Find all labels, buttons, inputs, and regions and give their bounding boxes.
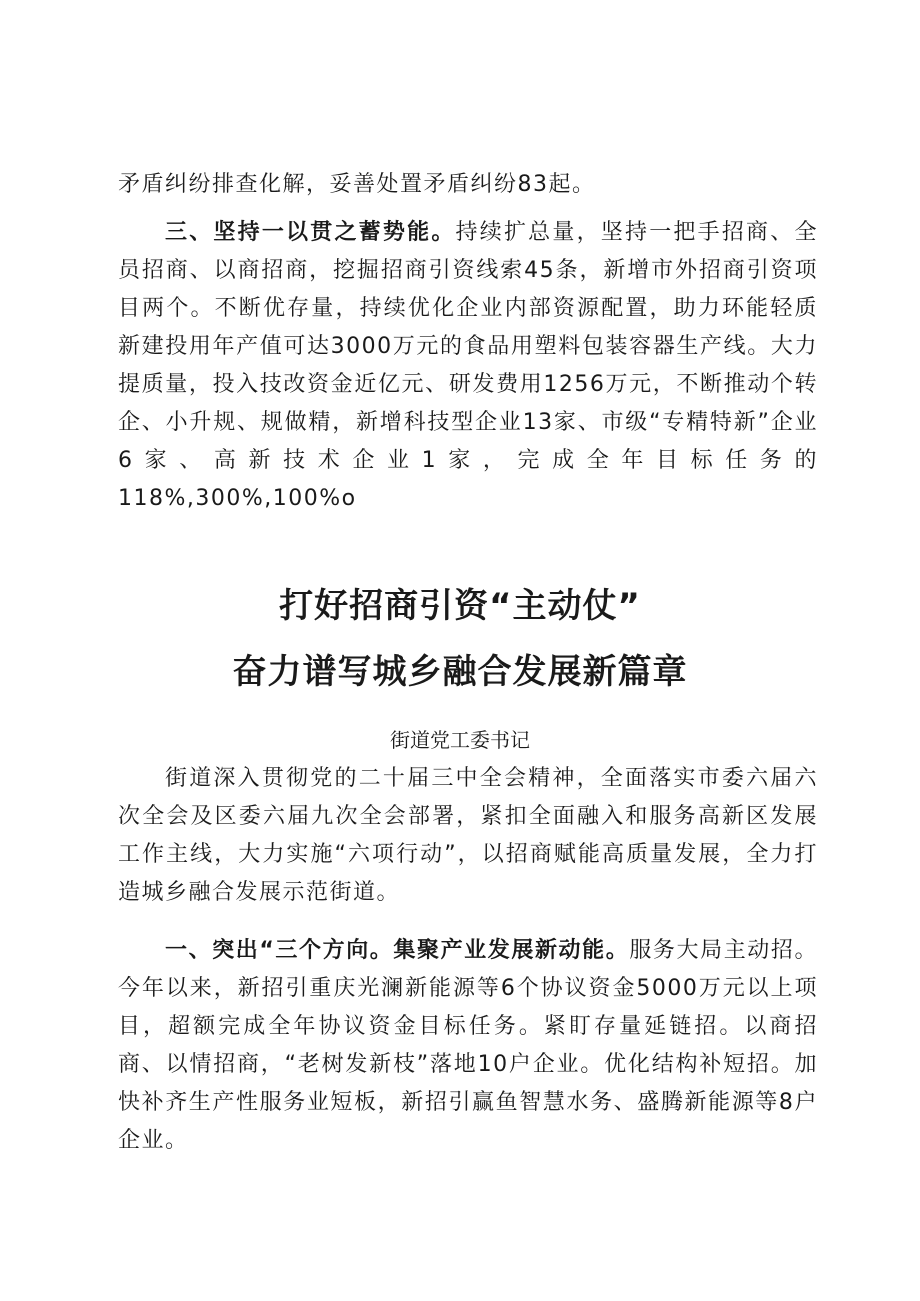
- continuation-text: 矛盾纠纷排查化解，妥善处置矛盾纠纷83起。: [118, 172, 596, 197]
- continuation-paragraph: [118, 166, 818, 204]
- article-title-line2: 奋力谱写城乡融合发展新篇章: [232, 652, 688, 692]
- item3-lead: 三、坚持一以贯之蓄势能。: [165, 220, 456, 245]
- intro-paragraph: [118, 760, 818, 912]
- item1-body: 服务大局主动招。今年以来，新招引重庆光澜新能源等6个协议资金5000万元以上项目，超额完成全年协议资金目标任务。紧盯存量延链招。以商招商、以情招商，“老树发新枝”落地10户企业。优化结构补短招。加快补齐生产性服务业短板，新招引赢鱼智慧水务、盛腾新能源等8户企业。: [118, 938, 818, 1153]
- item3-body: 持续扩总量，坚持一把手招商、全员招商、以商招商，挖掘招商引资线索45条，新增市外招商引资项目两个。不断优存量，持续优化企业内部资源配置，助力环能轻质新建投用年产值可达3000万元的食品用塑料包装容器生产线。大力提质量，投入技改资金近亿元、研发费用1256万元，不断推动个转企、小升规、规做精，新增科技型企业13家、市级“专精特新”企业6家、高新技术企业1家，完成全年目标任务的118%,300%,100%o: [118, 220, 818, 511]
- item1-lead: 一、突出“三个方向。集聚产业发展新动能。: [165, 938, 630, 963]
- item1-paragraph: [118, 932, 818, 1160]
- author-line: 街道党工委书记: [390, 728, 530, 752]
- intro-text: 街道深入贯彻党的二十届三中全会精神，全面落实市委六届六次全会及区委六届九次全会部署，紧扣全面融入和服务高新区发展工作主线，大力实施“六项行动”，以招商赋能高质量发展，全力打造城乡融合发展示范街道。: [118, 766, 818, 905]
- item3-paragraph: [118, 214, 818, 518]
- article-title-line1: 打好招商引资“主动仗”: [279, 586, 641, 626]
